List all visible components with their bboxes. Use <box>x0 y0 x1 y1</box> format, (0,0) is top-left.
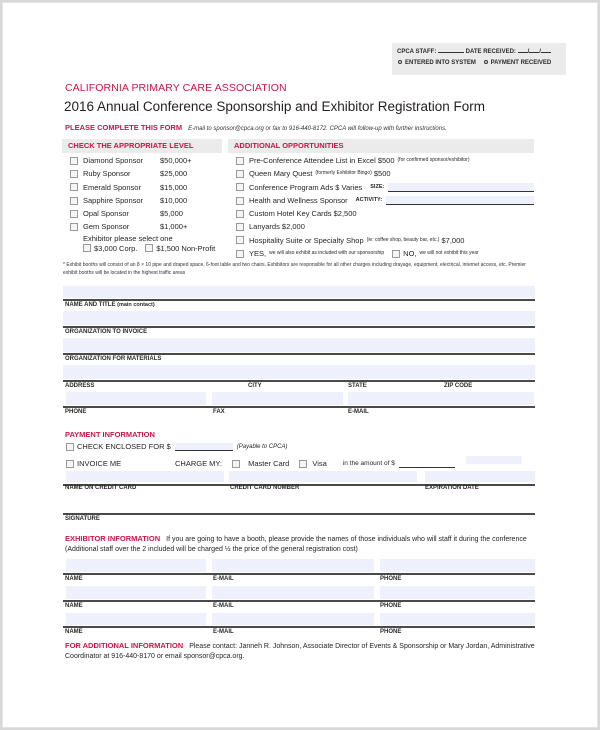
signature-label: SIGNATURE <box>65 516 100 522</box>
checkbox[interactable] <box>70 197 78 205</box>
level-heading: CHECK THE APPROPRIATE LEVEL <box>62 139 222 153</box>
checkbox[interactable] <box>70 170 78 178</box>
state-label: STATE <box>348 383 367 389</box>
entered-label: ENTERED INTO SYSTEM <box>405 60 476 66</box>
level-price: $10,000 <box>160 195 188 205</box>
level-option-sapphire[interactable] <box>70 194 192 207</box>
form-title: 2016 Annual Conference Sponsorship and Exhibitor Registration Form <box>64 99 485 114</box>
org-materials-input[interactable] <box>63 338 535 352</box>
staff1-email-input[interactable] <box>212 559 374 572</box>
visa-label: Visa <box>312 459 327 468</box>
level-name: Opal Sponsor <box>83 209 129 219</box>
staff-label: CPCA STAFF: <box>397 49 437 55</box>
opportunity-label: Hospitality Suite or Specialty Shop <box>249 235 364 245</box>
checkbox[interactable] <box>70 183 78 191</box>
amount-input[interactable] <box>399 460 455 468</box>
form-page <box>2 2 598 728</box>
staff3-phone-input[interactable] <box>380 613 535 625</box>
level-list <box>70 154 192 234</box>
divider <box>63 513 535 515</box>
staff-field[interactable] <box>438 47 464 53</box>
address-label: ADDRESS <box>65 383 95 389</box>
visa-checkbox[interactable] <box>299 460 307 468</box>
exhibit-choice <box>236 247 536 260</box>
level-option-opal[interactable] <box>70 207 192 220</box>
checkbox[interactable] <box>70 157 78 165</box>
staff2-email-label: E-MAIL <box>213 603 234 609</box>
exhibitor-prompt: Exhibitor please select one <box>83 234 173 243</box>
payment-heading: PAYMENT INFORMATION <box>65 430 155 439</box>
phone-label: PHONE <box>65 409 87 415</box>
opportunity-label: Health and Wellness Sponsor <box>249 195 348 205</box>
size-label: SIZE: <box>370 183 385 190</box>
fax-label: FAX <box>213 409 225 415</box>
exhibitor-options <box>83 234 215 253</box>
check-enclosed-row <box>66 442 287 451</box>
level-option-emerald[interactable] <box>70 181 192 194</box>
check-amount-input[interactable] <box>175 443 233 451</box>
no-label: NO, <box>403 249 417 259</box>
charge-row <box>66 459 455 468</box>
exhibitor-nonprofit-label: $1,500 Non-Profit <box>156 243 216 253</box>
opportunity-note: (formerly Exhibitor Bingo) <box>315 170 372 177</box>
divider <box>63 326 535 328</box>
divider <box>63 573 535 575</box>
divider <box>63 299 535 301</box>
staff2-name-label: NAME <box>65 603 83 609</box>
staff1-name-input[interactable] <box>66 559 206 572</box>
card-name-input[interactable] <box>66 471 224 482</box>
date-separator: / <box>539 49 541 55</box>
payment-received-label: PAYMENT RECEIVED <box>490 60 552 66</box>
payable-note: (Payable to CPCA) <box>236 443 288 450</box>
additional-info <box>65 641 535 662</box>
staff3-email-label: E-MAIL <box>213 629 234 635</box>
opportunity-queen-mary[interactable] <box>236 167 536 180</box>
level-price: $5,000 <box>160 209 183 219</box>
divider <box>63 600 535 602</box>
org-invoice-label: ORGANIZATION TO INVOICE <box>65 329 148 335</box>
mastercard-checkbox[interactable] <box>232 460 240 468</box>
opportunity-health-wellness[interactable] <box>236 194 536 207</box>
entered-radio[interactable] <box>398 60 402 64</box>
card-number-input[interactable] <box>229 471 417 482</box>
level-name: Ruby Sponsor <box>83 169 131 179</box>
checkbox[interactable] <box>236 170 244 178</box>
charge-my-label: CHARGE MY: <box>175 459 223 468</box>
yes-note: we will also exhibit as included with our sponsorship <box>269 250 385 257</box>
signature-input[interactable] <box>63 498 535 512</box>
city-label: CITY <box>248 383 262 389</box>
checkbox[interactable] <box>70 210 78 218</box>
date-separator: / <box>527 49 530 55</box>
checkbox[interactable] <box>236 236 244 244</box>
opportunity-label: Pre-Conference Attendee List in Excel $500 <box>249 156 395 165</box>
checkbox[interactable] <box>236 157 244 165</box>
yes-exhibit-checkbox[interactable] <box>236 250 244 258</box>
divider <box>63 353 535 355</box>
exhibitor-corp-checkbox[interactable] <box>83 244 91 252</box>
checkbox[interactable] <box>236 197 244 205</box>
checkbox[interactable] <box>70 223 78 231</box>
checkbox[interactable] <box>236 223 244 231</box>
expiration-input[interactable] <box>425 471 535 482</box>
opportunity-price: $500 <box>373 169 391 179</box>
address-fill[interactable] <box>63 365 535 379</box>
opportunities-heading: ADDITIONAL OPPORTUNITIES <box>228 139 534 153</box>
divider <box>63 406 535 408</box>
staff3-phone-label: PHONE <box>380 629 402 635</box>
activity-label: ACTIVITY: <box>355 196 383 203</box>
exhibitor-nonprofit-checkbox[interactable] <box>145 244 153 252</box>
opportunity-label: Queen Mary Quest <box>249 169 313 179</box>
check-enclosed-label: CHECK ENCLOSED FOR $ <box>77 442 171 451</box>
complete-instructions <box>65 123 447 132</box>
booth-note: * Exhibit booths will consist of an 8 × 10 pipe and draped space, 6-foot table and two chairs. Exhibitors are responsible for all other charges including drayage, equipment, electrical, internet access, etc. Premier exhibit booths will be located in the highest traffic areas <box>63 262 526 276</box>
staff3-name-input[interactable] <box>66 613 206 625</box>
size-input[interactable] <box>388 183 534 192</box>
org-materials-label: ORGANIZATION FOR MATERIALS <box>65 356 162 362</box>
exhibitor-text: If you are going to have a booth, please provide the names of those individuals who will staff it during the conference (Additional staff over the 2 included will be charged ½ the price of the general registration cost) <box>65 536 527 553</box>
organization-name: CALIFORNIA PRIMARY CARE ASSOCIATION <box>65 82 287 94</box>
staff1-name-label: NAME <box>65 576 83 582</box>
level-price: $15,000 <box>160 182 188 192</box>
staff3-email-input[interactable] <box>212 613 374 625</box>
divider <box>63 626 535 628</box>
staff2-phone-input[interactable] <box>380 586 535 599</box>
yes-label: YES, <box>249 249 267 259</box>
opportunity-program-ads[interactable] <box>236 181 536 194</box>
level-name: Diamond Sponsor <box>83 156 144 165</box>
name-title-label: NAME AND TITLE (main contact) <box>65 302 155 308</box>
opportunity-note: (ie: coffee shop, beauty bar, etc.) <box>366 236 440 243</box>
exhibitor-heading: EXHIBITOR INFORMATION <box>65 534 161 543</box>
payment-received-radio[interactable] <box>484 60 488 64</box>
invoice-me-checkbox[interactable] <box>66 460 74 468</box>
amount-label: in the amount of $ <box>342 460 395 467</box>
additional-heading: FOR ADDITIONAL INFORMATION <box>65 641 184 650</box>
phone-input[interactable] <box>66 392 206 405</box>
opportunity-note: (for confirmed sponsor/exhibitor) <box>397 157 470 163</box>
email-input[interactable] <box>348 392 534 405</box>
zip-label: ZIP CODE <box>444 383 473 389</box>
date-month-field[interactable] <box>518 47 528 53</box>
checkbox[interactable] <box>236 183 244 191</box>
level-price: $1,000+ <box>160 222 188 232</box>
opportunity-hospitality[interactable] <box>236 234 536 247</box>
org-invoice-input[interactable] <box>63 311 535 325</box>
invoice-me-label: INVOICE ME <box>77 459 122 468</box>
checkbox[interactable] <box>236 210 244 218</box>
no-exhibit-checkbox[interactable] <box>392 250 400 258</box>
staff1-email-label: E-MAIL <box>213 576 234 582</box>
level-price: $50,000+ <box>160 156 192 165</box>
no-note: we will not exhibit this year <box>419 250 479 257</box>
opportunity-key-cards[interactable] <box>236 207 536 220</box>
level-option-ruby[interactable] <box>70 167 192 180</box>
level-name: Sapphire Sponsor <box>83 195 144 205</box>
activity-input[interactable] <box>386 196 534 205</box>
exhibitor-corp-label: $3,000 Corp. <box>94 243 138 253</box>
amount-fill[interactable] <box>466 456 522 464</box>
date-year-field[interactable] <box>541 47 551 53</box>
opportunity-label: Custom Hotel Key Cards $2,500 <box>249 209 357 219</box>
card-name-label: NAME ON CREDIT CARD <box>65 485 137 491</box>
complete-label: PLEASE COMPLETE THIS FORM <box>65 123 183 132</box>
fax-input[interactable] <box>212 392 343 405</box>
staff3-name-label: NAME <box>65 629 83 635</box>
staff2-email-input[interactable] <box>212 586 374 599</box>
expiration-label: EXPIRATION DATE <box>425 485 479 491</box>
staff2-name-input[interactable] <box>66 586 206 599</box>
email-label: E-MAIL <box>348 409 369 415</box>
additional-text: Please contact: Janneh R. Johnson, Associate Director of Events & Sponsorship or Mary Jordan, Administrative Coordinator at 916-440-8170 or email sponsor@cpca.org. <box>65 643 535 660</box>
opportunity-label: Conference Program Ads $ Varies <box>249 182 363 192</box>
date-day-field[interactable] <box>529 47 539 53</box>
complete-instructions-text: E-mail to sponsor@cpca.org or fax to 916-440-8172. CPCA will follow-up with further instructions. <box>188 126 447 132</box>
exhibitor-info <box>65 534 535 555</box>
opportunity-price: $7,000 <box>441 235 465 245</box>
staff-use-box <box>392 43 566 75</box>
date-received-label: DATE RECEIVED: <box>465 49 516 55</box>
name-title-input[interactable] <box>63 286 535 298</box>
opportunity-lanyards[interactable] <box>236 220 536 233</box>
opportunity-label: Lanyards $2,000 <box>249 222 305 232</box>
divider <box>63 380 535 382</box>
staff2-phone-label: PHONE <box>380 603 402 609</box>
level-option-diamond[interactable] <box>70 154 192 167</box>
opportunities-list <box>236 154 536 260</box>
mastercard-label: Master Card <box>248 459 290 468</box>
level-price: $25,000 <box>160 169 188 179</box>
card-number-label: CREDIT CARD NUMBER <box>230 485 300 491</box>
level-option-gem[interactable] <box>70 220 192 233</box>
check-enclosed-checkbox[interactable] <box>66 443 74 451</box>
level-name: Gem Sponsor <box>83 222 130 232</box>
staff1-phone-label: PHONE <box>380 576 402 582</box>
level-name: Emerald Sponsor <box>83 182 141 192</box>
opportunity-attendee-list[interactable] <box>236 154 536 167</box>
staff1-phone-input[interactable] <box>380 559 535 572</box>
